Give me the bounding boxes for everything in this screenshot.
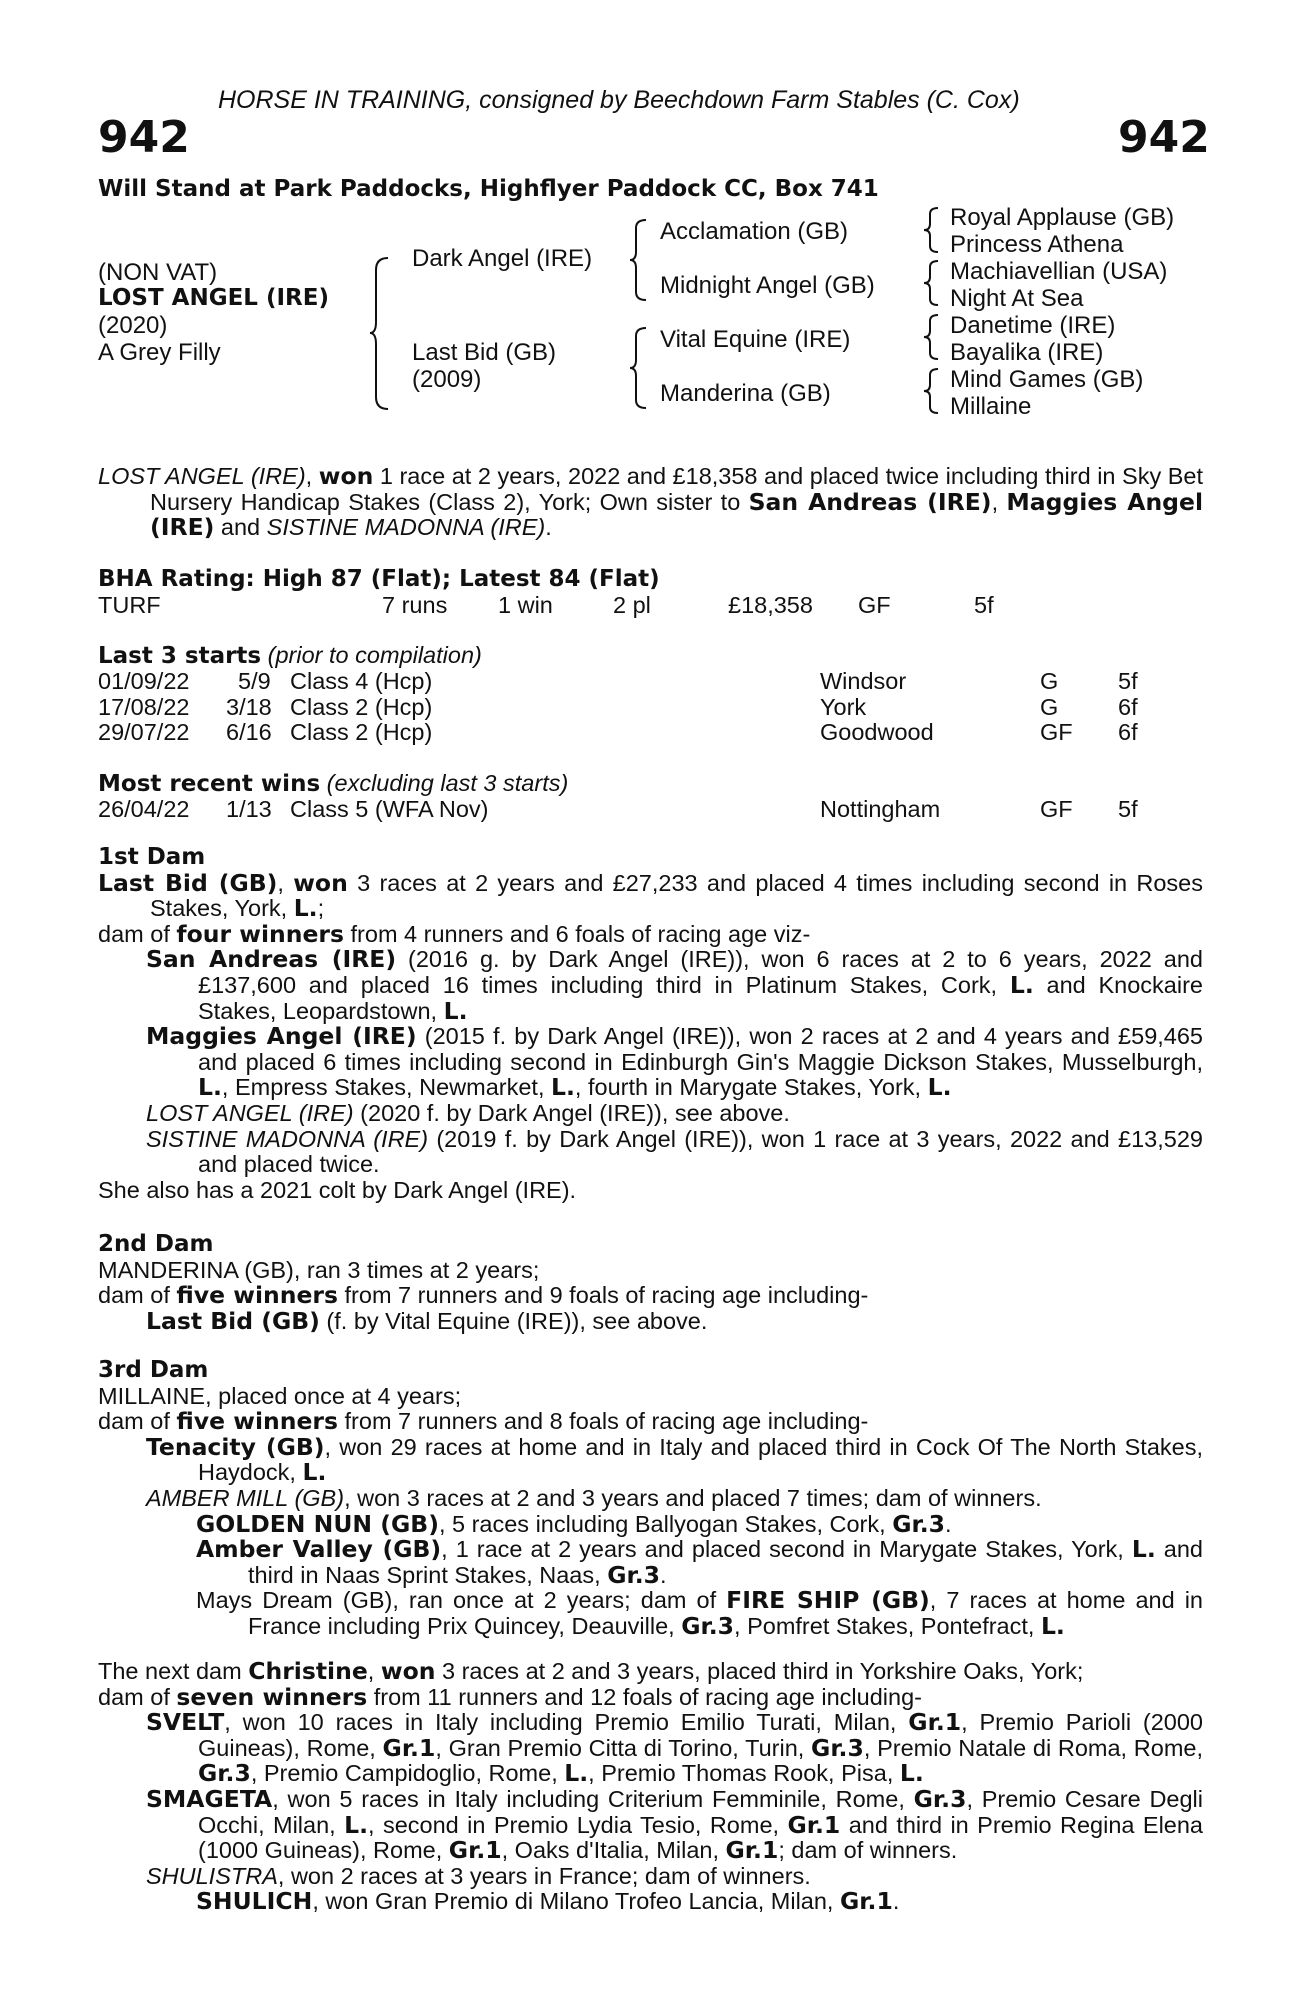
bha-rating: BHA Rating: High 87 (Flat); Latest 84 (Flat)	[98, 566, 660, 592]
pedigree-brace-g4	[922, 367, 942, 415]
sire: Dark Angel (IRE)	[412, 245, 593, 272]
pedigree-brace-g3	[922, 313, 942, 361]
turf-record: TURF 7 runs 1 win 2 pl £18,358 GF 5f	[98, 592, 994, 618]
last3-pos: 3/18	[226, 693, 272, 720]
recent-wins-heading: Most recent wins (excluding last 3 starts)	[98, 770, 569, 797]
last-3-heading: Last 3 starts (prior to compilation)	[98, 642, 482, 669]
last3-dist: 6f	[1118, 719, 1138, 746]
horse-description: A Grey Filly	[98, 339, 221, 366]
dam-dam: Manderina (GB)	[660, 380, 831, 407]
pedigree-brace-g1	[922, 206, 942, 254]
pedigree-brace-g2	[922, 259, 942, 307]
last3-pos: 6/16	[226, 719, 272, 746]
last3-row	[98, 694, 1208, 720]
horse-summary: LOST ANGEL (IRE), won 1 race at 2 years, 2022 and £18,358 and placed twice including third in Sky Bet Nursery Handicap Stakes (Class 2), York; Own sister to San Andreas (IRE), Maggies Angel (IRE) and SISTINE MADONNA (IRE).	[98, 462, 1204, 542]
last3-class: Class 2 (Hcp)	[290, 719, 433, 746]
ancestor-7: Mind Games (GB)	[950, 366, 1144, 393]
first-dam-section: 1st Dam Last Bid (GB), won 3 races at 2 years and £27,233 and placed 4 times including second in Roses Stakes, York, L.; dam of four winners from 4 runners and 6 foals of racing age viz- San Andreas (IRE) (2016 g. by Dark Angel (IRE)), won 6 races at 2 to 6 years, 2022 and £137,600 and placed 16 times including third in Platinum Stakes, Cork, L. and Knockaire Stakes, Leopardstown, L. Maggies Angel (IRE) (2015 f. by Dark Angel (IRE)), won 2 races at 2 and 4 years and £59,465 and placed 6 times including second in Edinburgh Gin's Maggie Dickson Stakes, Musselburgh, L., Empress Stakes, Newmarket, L., fourth in Marygate Stakes, York, L. LOST ANGEL (IRE) (2020 f. by Dark Angel (IRE)), see above. SISTINE MADONNA (IRE) (2019 f. by Dark Angel (IRE)), won 1 race at 3 years, 2022 and £13,529 and placed twice. She also has a 2021 colt by Dark Angel (IRE).	[98, 844, 1203, 1203]
dam: Last Bid (GB)	[412, 339, 557, 366]
consignment-header: HORSE IN TRAINING, consigned by Beechdown Farm Stables (C. Cox)	[218, 86, 1020, 114]
stand-location: Will Stand at Park Paddocks, Highflyer Paddock CC, Box 741	[98, 176, 879, 202]
ancestor-1: Royal Applause (GB)	[950, 204, 1175, 231]
last3-row	[98, 719, 1208, 745]
last3-pos: 5/9	[238, 668, 271, 694]
pedigree-brace-sire	[628, 218, 650, 302]
pedigree-brace-dam	[628, 326, 650, 410]
recent-row	[98, 796, 1208, 822]
last3-date: 01/09/22	[98, 668, 190, 694]
last3-class: Class 2 (Hcp)	[290, 693, 433, 720]
last3-going: G	[1040, 668, 1059, 694]
horse-year: (2020)	[98, 312, 168, 339]
horse-vat: (NON VAT)	[98, 259, 218, 286]
ancestor-8: Millaine	[950, 393, 1032, 420]
ancestor-2: Princess Athena	[950, 231, 1124, 258]
pedigree-brace-main	[368, 256, 392, 411]
lot-number-right: 942	[1118, 112, 1210, 163]
last3-going: G	[1040, 693, 1059, 720]
last3-date: 29/07/22	[98, 719, 190, 746]
last3-going: GF	[1040, 719, 1073, 746]
dam-sire: Vital Equine (IRE)	[660, 326, 851, 353]
dam-year: (2009)	[412, 366, 482, 393]
last3-dist: 5f	[1118, 668, 1138, 694]
last3-course: York	[820, 693, 867, 720]
sire-sire: Acclamation (GB)	[660, 218, 849, 245]
last3-class: Class 4 (Hcp)	[290, 668, 433, 694]
lot-number-left: 942	[98, 112, 190, 163]
recent-pos: 1/13	[226, 796, 272, 822]
ancestor-5: Danetime (IRE)	[950, 312, 1116, 339]
recent-date: 26/04/22	[98, 796, 190, 822]
ancestor-4: Night At Sea	[950, 285, 1084, 312]
last3-dist: 6f	[1118, 693, 1138, 720]
horse-name: LOST ANGEL (IRE)	[98, 285, 329, 311]
last3-course: Windsor	[820, 668, 907, 694]
sire-dam: Midnight Angel (GB)	[660, 272, 875, 299]
recent-going: GF	[1040, 796, 1073, 822]
ancestor-3: Machiavellian (USA)	[950, 258, 1168, 285]
ancestor-6: Bayalika (IRE)	[950, 339, 1104, 366]
second-dam-section: 2nd Dam MANDERINA (GB), ran 3 times at 2 years; dam of five winners from 7 runners and 9 foals of racing age including- Last Bid (GB) (f. by Vital Equine (IRE)), see above.	[98, 1231, 869, 1335]
recent-dist: 5f	[1118, 796, 1138, 822]
last3-date: 17/08/22	[98, 693, 190, 720]
third-dam-section: 3rd Dam MILLAINE, placed once at 4 years; dam of five winners from 7 runners and 8 foals of racing age including- Tenacity (GB), won 29 races at home and in Italy and placed third in Cock Of The North Stakes, Haydock, L. AMBER MILL (GB), won 3 races at 2 and 3 years and placed 7 times; dam of winners. GOLDEN NUN (GB), 5 races including Ballyogan Stakes, Cork, Gr.3. Amber Valley (GB), 1 race at 2 years and placed second in Marygate Stakes, York, L. and third in Naas Sprint Stakes, Naas, Gr.3. Mays Dream (GB), ran once at 2 years; dam of FIRE SHIP (GB), 7 races at home and in France including Prix Quincey, Deauville, Gr.3, Pomfret Stakes, Pontefract, L.	[98, 1357, 1203, 1640]
recent-course: Nottingham	[820, 796, 941, 822]
last3-row	[98, 668, 1208, 694]
next-dam-section: The next dam Christine, won 3 races at 2 and 3 years, placed third in Yorkshire Oaks, York; dam of seven winners from 11 runners and 12 foals of racing age including- SVELT, won 10 races in Italy including Premio Emilio Turati, Milan, Gr.1, Premio Parioli (2000 Guineas), Rome, Gr.1, Gran Premio Citta di Torino, Turin, Gr.3, Premio Natale di Roma, Rome, Gr.3, Premio Campidoglio, Rome, L., Premio Thomas Rook, Pisa, L. SMAGETA, won 5 races in Italy including Criterium Femminile, Rome, Gr.3, Premio Cesare Degli Occhi, Milan, L., second in Premio Lydia Tesio, Rome, Gr.1 and third in Premio Regina Elena (1000 Guineas), Rome, Gr.1, Oaks d'Italia, Milan, Gr.1; dam of winners. SHULISTRA, won 2 races at 3 years in France; dam of winners. SHULICH, won Gran Premio di Milano Trofeo Lancia, Milan, Gr.1.	[98, 1657, 1204, 1916]
last3-course: Goodwood	[820, 719, 934, 746]
recent-class: Class 5 (WFA Nov)	[290, 796, 489, 822]
